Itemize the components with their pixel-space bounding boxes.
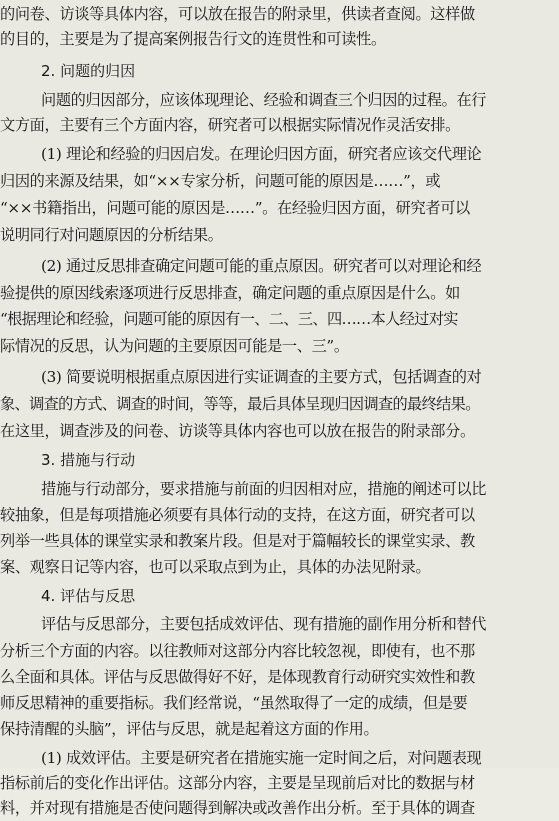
text-line-25: 么全面和具体。评估与反思做得好不好，是体现教育行动研究实效性和教 (0, 668, 475, 686)
text-line-2: 的目的，主要是为了提高案例报告行文的连贯性和可读性。 (0, 30, 386, 48)
text-line-30: 料，并对现有措施是否使问题得到解决或改善作出分析。至于具体的调查 (0, 799, 475, 817)
text-line-18: 措施与行动部分，要求措施与前面的归因相对应，措施的阐述可以比 (41, 480, 487, 498)
text-line-12: “根据理论和经验，问题可能的原因有一、二、三、四……本人经过对实 (0, 310, 458, 328)
text-line-8: “××书籍指出，问题可能的原因是……”。在经验归因方面，研究者可以 (0, 199, 470, 217)
section-heading-evaluation-reflection: 4. 评估与反思 (41, 587, 136, 605)
text-line-10: (2) 通过反思排查确定问题可能的重点原因。研究者可以对理论和经 (41, 257, 482, 275)
text-line-4: 问题的归因部分，应该体现理论、经验和调查三个归因的过程。在行 (41, 91, 487, 109)
text-line-6: (1) 理论和经验的归因启发。在理论归因方面，研究者应该交代理论 (41, 145, 482, 163)
text-line-13: 际情况的反思，认为问题的主要原因可能是一、三”。 (0, 337, 349, 355)
section-heading-problem-attribution: 2. 问题的归因 (41, 62, 136, 80)
text-line-23: 评估与反思部分，主要包括成效评估、现有措施的副作用分析和替代 (41, 615, 487, 633)
text-line-16: 在这里，调查涉及的问卷、访谈等具体内容也可以放在报告的附录部分。 (0, 422, 475, 440)
text-line-20: 列举一些具体的课堂实录和教案片段。但是对于篇幅较长的课堂实录、教 (0, 532, 475, 550)
text-line-15: 象、调查的方式、调查的时间，等等，最后具体呈现归因调查的最终结果。 (0, 395, 480, 413)
text-line-5: 文方面，主要有三个方面内容，研究者可以根据实际情况作灵活安排。 (0, 116, 460, 134)
text-line-28: (1) 成效评估。主要是研究者在措施实施一定时间之后，对问题表现 (41, 749, 482, 767)
text-line-9: 说明同行对问题原因的分析结果。 (0, 226, 223, 244)
section-heading-measures-actions: 3. 措施与行动 (41, 451, 136, 469)
text-line-27: 保持清醒的头脑”，评估与反思，就是起着这方面的作用。 (0, 720, 379, 738)
text-line-11: 验提供的原因线索逐项进行反思排查，确定问题的重点原因是什么。如 (0, 284, 460, 302)
text-line-29: 指标前后的变化作出评估。这部分内容，主要是呈现前后对比的数据与材 (0, 774, 475, 792)
text-line-14: (3) 简要说明根据重点原因进行实证调查的主要方式，包括调查的对 (41, 368, 482, 386)
text-line-1: 的问卷、访谈等具体内容，可以放在报告的附录里，供读者查阅。这样做 (0, 5, 475, 23)
text-line-7: 归因的来源及结果，如“××专家分析，问题可能的原因是……”，或 (0, 172, 441, 190)
text-line-26: 师反思精神的重要指标。我们经常说，“虽然取得了一定的成绩，但是要 (0, 694, 468, 712)
text-line-24: 分析三个方面的内容。以往教师对这部分内容比较忽视，即使有，也不那 (0, 642, 475, 660)
text-line-21: 案、观察日记等内容，也可以采取点到为止，具体的办法见附录。 (0, 558, 431, 576)
text-line-19: 较抽象，但是每项措施必须要有具体行动的支持，在这方面，研究者可以 (0, 506, 475, 524)
